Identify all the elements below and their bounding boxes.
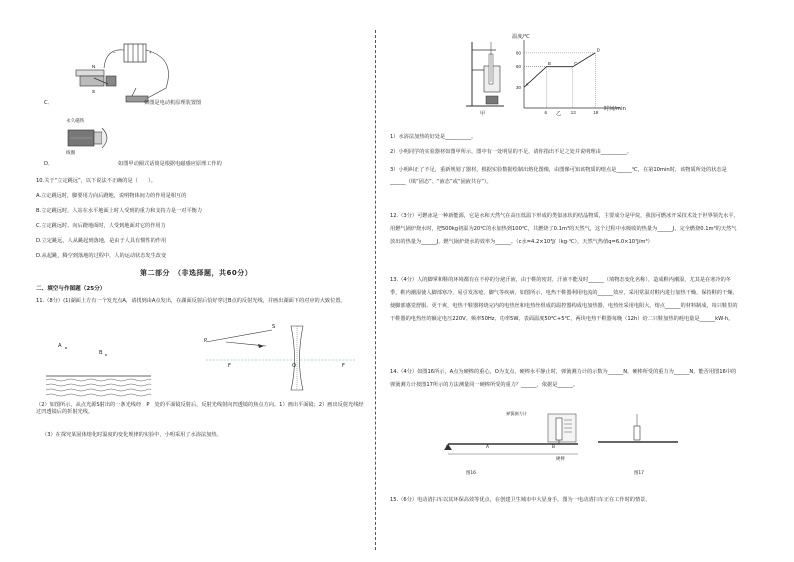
chart-y-tick-label: 60 — [516, 64, 521, 70]
question-11-right-2: 2）小明同学的实验器材如图甲所示，图中有一处明显的不足，请你指出不足之处并说明理由__________。 — [390, 149, 632, 155]
spring-scale-label: 弹簧测力计 — [506, 411, 527, 416]
question-14: 14.（4分）如图16所示，A点为硬棒的重心，O为支点，硬棒水平静止时，弹簧测力计的示数为______N，硬棒所受的重力为______N，能否用图16中的弹簧测力计按图17所示的方法测量同一硬棒所受的重力？______，依据是______。 — [390, 369, 737, 388]
svg-text:−: − — [113, 50, 116, 55]
question-11-part-2: （2）如图所示，从点光源S射出的一条光线经 P 处的平面镜反射后，反射光线射向凹透镜的焦点方向。1）画出平面镜；2）画出反射光线经过凹透镜后的折射光线。 — [36, 402, 364, 415]
chart-series-line — [524, 53, 595, 87]
concave-lens-figure — [206, 320, 356, 380]
lever-pivot-o-label: O — [446, 445, 450, 450]
question-10-option-a: A.立定跳远时，脚要用力向后蹬地，说明物体间力的作用是相互的 — [36, 193, 187, 199]
question-11: 11.（8分）(1)湖面上方有一个发光点A，请找到由A点发出，在湖面反射后恰好穿过B点的反射光线，并画出湖面下的对应的大致位置。 — [36, 298, 346, 304]
figure-jia-label: 甲 — [480, 111, 486, 117]
lake-reflection-figure — [46, 340, 156, 400]
section-two-heading: 二、填空与作图题（25分） — [36, 286, 106, 292]
option-d-label: D． — [44, 161, 54, 167]
question-11-part-3: （3）在探究某固体熔化时温度的变化规律的实验中，小明采用了水浴法加热。 — [42, 432, 222, 438]
chart-point-label: B — [548, 61, 551, 67]
magnet-label: 永久磁铁 — [66, 119, 85, 124]
svg-text:S: S — [92, 89, 96, 94]
chart-y-title: 温度/℃ — [512, 34, 530, 40]
right-column — [390, 30, 740, 550]
left-column — [36, 30, 368, 550]
option-c-caption: 如图是电动机原理装置图 — [144, 100, 202, 106]
part-two-heading: 第二部分 （非选择题，共60分） — [140, 269, 253, 277]
point-b-label: B — [99, 350, 103, 356]
chart-y-tick-label: 30 — [516, 84, 521, 90]
column-divider — [375, 30, 376, 550]
focus-right-label: F — [342, 363, 345, 369]
chart-x-tick-label: 13 — [570, 110, 576, 115]
question-10-option-d: D.立定跳远，人从跳起到落地，是由于人具有惯性的作用 — [36, 238, 167, 244]
coil-label: 线圈 — [66, 151, 76, 156]
question-11-right-1: 1）水浴法加热的好处是__________。 — [390, 134, 477, 140]
svg-text:+: + — [149, 50, 152, 55]
option-c-label: C． — [44, 100, 53, 106]
point-s-label: S — [272, 324, 276, 330]
point-p-label: P — [204, 338, 208, 344]
figure-17-label: 图17 — [634, 471, 644, 476]
lever-point-b-label: B — [552, 445, 556, 450]
question-15: 15.（6分）电动清扫车以其环保高效等优点，在创建卫生城市中大显身手。图为一电动清扫车正在工作时的情景。 — [390, 497, 651, 503]
figure-16-label: 图16 — [466, 471, 476, 476]
question-13: 13.（4分）人的脚掌和鞋的环境都有在不停的分泌汗液，由于鞋的密封，汗液不能及时______（填物态变化名称），造成鞋内潮湿，尤其是在寒冷的冬季，鞋内潮湿使人脚部寒冷，易引发冻疮、脚气等疾病，如图所示，电热干鞋器利用电流的______效应，采用常温对鞋内进行加热干燥，保持鞋的干燥、使脚部感觉舒服、更干爽，电热干鞋器将烧完内的电热丝和电热丝组成的温控器构成电加热器，电热丝采用电阻大、熔点______的材料制成，每只鞋里的干鞋器的电热丝的额定电压220V、频率50Hz、功率5W、表面温度50℃+5℃，两块电热干鞋器每晚（12h）给二只鞋加热的耗电量是______kW·h。 — [390, 277, 738, 322]
question-10-option-e: D.从起跳，腾空到落地的过程中，人的运动状态发生改变 — [36, 253, 167, 259]
question-10: 10.关于“立定跳远”，以下说法不正确的是（ ）。 — [36, 178, 156, 184]
question-10-option-b: B.立定跳远时，人站在水平地面上时人受到的重力和支持力是一对平衡力 — [36, 208, 203, 214]
chart-x-tick-label: 6 — [544, 110, 547, 115]
question-12: 12.（3分）可燃冰是一种新能源，它是水和天然气在高压低温下形成的类似冰状的结晶物质，主要成分是甲烷，我国可燃冰开采技术处于世界领先水平，用燃气锅炉烧水时，把500kg初温为20℃的水加热到100℃，共燃烧了0.1m³的天然气，这个过程中水吸收的热量为______J，完全燃烧0.1m³的天然气放出的热量为______J，燃气锅炉烧水的效率为______。（c水=4.2×10³J/（kg·℃），天然气热值q=6.0×10⁷J/m³） — [390, 213, 739, 245]
point-a-label: A — [58, 343, 62, 349]
lever-point-a-label: A — [486, 445, 490, 450]
chart-x-tick-label: 19 — [593, 110, 599, 115]
chart-point-label: A — [525, 81, 529, 87]
question-10-option-c: C.立定跳远时，向后蹬地面时，人受到地面对它的作用力 — [36, 223, 166, 229]
chart-y-tick-label: 80 — [516, 50, 521, 56]
chart-point-label: C — [574, 61, 578, 67]
chart-x-label: 时间/min — [604, 106, 626, 112]
rod-label: 硬棒 — [556, 457, 565, 462]
water-bath-apparatus — [464, 40, 514, 110]
figure-yi-label: 乙 — [556, 111, 562, 117]
chart-point-label: D — [596, 47, 600, 53]
svg-text:N: N — [92, 64, 96, 69]
focus-left-label: F — [228, 363, 231, 369]
option-d-caption: 如图甲动圈式话筒是根据电磁感应原理工作的 — [118, 161, 222, 167]
optical-center-label: O — [292, 363, 297, 369]
question-11-right-3: 3）小明纠正了不足，重新规划了器材，根据实验数据绘制出熔化图像，由图像可知该物质的熔点是______℃，在第10min时，该物质所处的状态是______（填“固态”、“液态”或“固液共存”）。 — [390, 167, 727, 185]
